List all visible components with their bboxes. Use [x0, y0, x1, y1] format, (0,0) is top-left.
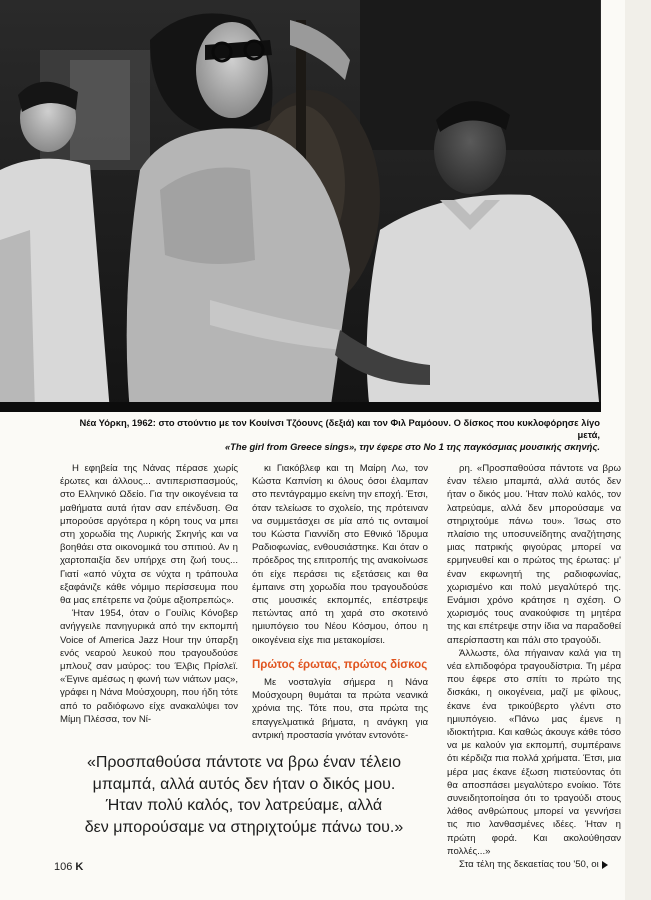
column3-paragraph-2: Άλλωστε, όλα πήγαιναν καλά για τη νέα ελπιδοφόρα τραγουδίστρια. Τη μέρα που έφερε στο σπίτι το πρώτο της δισκάκι, η οικογένεια, μαζί με φίλους, έκανε ένα τρικούβερτο γλέντι στο ημιυπόγειο. «Πάνω μας έμενε η ιδιοκτήτρια. Και καθώς άκουγε κάθε τόσο να με καλούν για εκπομπή, συμπέραινε ότι κέρδιζα πια πολλά χρήματα. Έτσι, μια μέρα μας έκανε έξωση πιστεύοντας ότι θα αποσπάσει μεγαλύτερο ενοίκιο. Τότε συνειδητοποίησα ότι το τραγούδι στους λάθος ανθρώπους μπορεί να γεννήσει τις πιο λανθασμένες ιδέες. Ήταν η πρώτη φορά. Και ακολούθησαν πολλές...»	[447, 647, 621, 857]
text-column-1	[60, 462, 238, 726]
page-number: 106	[54, 861, 73, 873]
column3-paragraph-1: ρη. «Προσπαθούσα πάντοτε να βρω έναν τέλειο μπαμπά, αλλά αυτός δεν ήταν ο δικός μου. Ήταν πολύ καλός, τον λατρεύαμε, αλλά δεν μπορούσαμε να στηριχτούμε πάνω του». Ίσως στο πλαίσιο της υποσυνείδητης αναζήτησης μιας πατρικής φιγούρας μπορεί να ερμηνευθεί και ο πρώτος της έρωτας: μ' έναν εκφωνητή της ραδιοφωνίας, χωρισμένο και πολύ μεγαλύτερό της. Ενάμισι χρόνο κράτησε η σχέση. Ο χωρισμός τους ανακούφισε τη μητέρα της και επέτρεψε στην ίδια να παραδοθεί απερίσπαστη και πάλι στο τραγούδι.	[447, 463, 621, 646]
pull-quote-line-2: μπαμπά, αλλά αυτός δεν ήταν ο δικός μου.	[92, 775, 396, 793]
continuation-text: Στα τέλη της δεκαετίας του '50, οι	[459, 859, 599, 871]
page-folio	[54, 861, 83, 873]
studio-photo	[0, 0, 601, 412]
pull-quote-line-1: «Προσπαθούσα πάντοτε να βρω έναν τέλειο	[86, 754, 402, 771]
column1-paragraph-1: Η εφηβεία της Νάνας πέρασε χωρίς έρωτες και άλλους... αντιπερισπασμούς, στο Ελληνικό Ωδείο. Για την οικογένεια τα μαθήματα αυτά ήταν σαν επένδυση. Θα μπορούσε αργότερα η κόρη τους να μπει στη χορωδία της Λυρικής Σκηνής και να βοηθάει στα οικονομικά του σπιτιού. Αν η χαρτοπαιξία δεν υπήρχε στη ζωή τους... Γιατί «από νύχτα σε νύχτα η τράπουλα εξαφάνιζε κάθε νόμιμο περίσσευμα που θα μας επέτρεπε να ζούμε αξιοπρεπώς».	[60, 463, 238, 607]
section-subheading: Πρώτος έρωτας, πρώτος δίσκος	[252, 658, 428, 671]
caption-line-2: «The girl from Greece sings», την έφερε στο Νο 1 της παγκόσμιας μουσικής σκηνής.	[224, 441, 600, 452]
column3-paragraph-3	[447, 858, 621, 871]
magazine-mark: K	[75, 861, 84, 873]
pull-quote-line-4: δεν μπορούσαμε να στηριχτούμε πάνω του.»	[84, 818, 404, 836]
column1-paragraph-2: Ήταν 1954, όταν ο Γουίλις Κόνοβερ ανήγγειλε πανηγυρικά από την εκπομπή Voice of America Jazz Hour την ύπαρξη ενός νεαρού λευκού που τραγουδούσε μπλουζ σαν μαύρος: του Έλβις Πρίσλεϊ. «Έγινε αμέσως η φωνή των νιάτων μας», γράφει η Νάνα Μούσχουρη, που ήδη τότε από το ραδιόφωνο είχε ανακαλύψει τον Μίμη Πλέσσα, τον Νί-	[60, 608, 238, 725]
caption-line-1: Νέα Υόρκη, 1962: στο στούντιο με τον Κουίνσι Τζόουνς (δεξιά) και τον Φιλ Ραμόουν. Ο δίσκος που κυκλοφόρησε λίγο μετά,	[79, 417, 600, 440]
column2-paragraph-1: κι Γιακόβλεφ και τη Μαίρη Λω, τον Κώστα Καπνίση κι όλους όσοι έλαμπαν στο πεντάγραμμο εκείνη την εποχή. Έτσι, όταν τελείωσε το σχολείο, της πρότειναν να συμμετάσχει σε μία από τις ονταιμοί του Κώστα Γιαννίδη στο Εθνικό Ίδρυμα Ραδιοφωνίας, ενθουσιάστηκε. Και όταν ο πρόεδρος της επιτροπής της ανακοίνωσε ότι είχε περάσει τις εξετάσεις και θα έμπαινε στη χορωδία που τραγουδούσε στις μουσικές εκπομπές, επέστρεψε πετώντας από τη χαρά στο σκοτεινό ημιυπόγειο του Νέου Κόσμου, όπου η οικογένεια είχε πια μετακομίσει.	[252, 463, 428, 646]
studio-photo-image	[0, 0, 601, 412]
pull-quote-line-3: Ήταν πολύ καλός, τον λατρεύαμε, αλλά	[105, 797, 383, 814]
column2-paragraph-2: Με νοσταλγία σήμερα η Νάνα Μούσχουρη θυμάται τα πρώτα νεανικά χρόνια της. Τότε που, στα πρώτα της επαγγελματικά βήματα, η ανάγκη για αντρική προστασία γινόταν εντονότε-	[252, 677, 428, 741]
photo-caption	[60, 417, 600, 453]
page-edge	[625, 0, 651, 900]
text-column-2	[252, 462, 428, 742]
text-column-3	[447, 462, 621, 871]
pull-quote	[58, 752, 430, 838]
continue-arrow-icon	[602, 861, 608, 869]
